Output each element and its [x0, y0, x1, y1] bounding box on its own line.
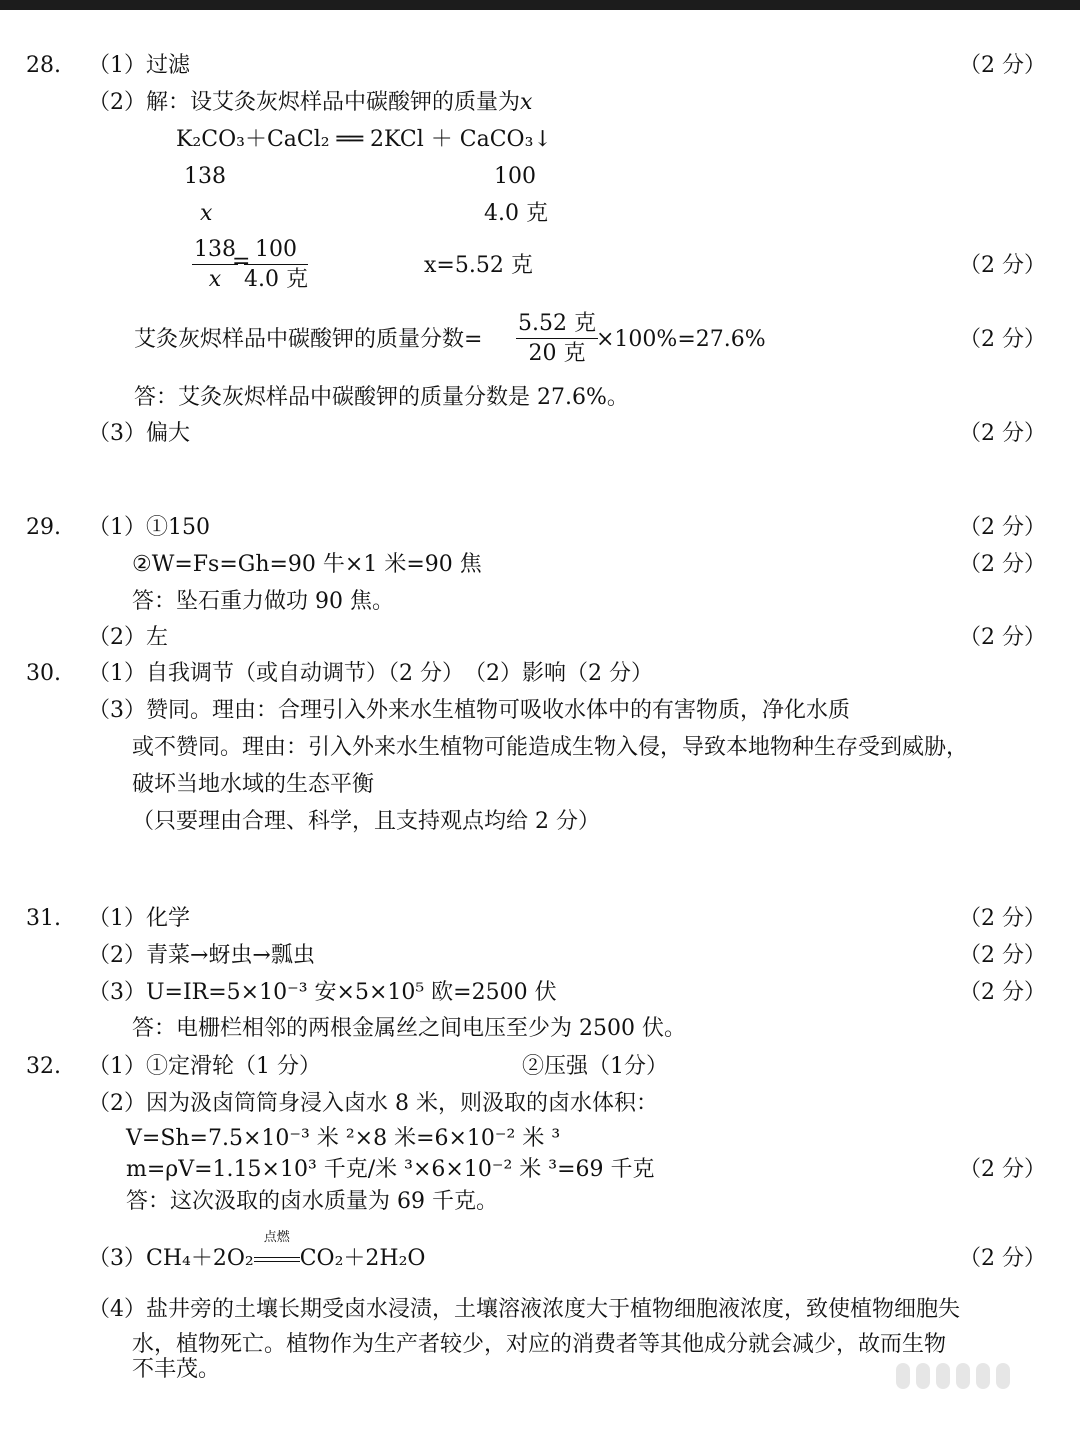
q28-caco3-mass: 4.0 克 — [484, 201, 548, 226]
q30-part3-disagree-cont: 破坏当地水域的生态平衡 — [132, 772, 375, 797]
q31-part3: （3）U=IR=5×10⁻³ 安×5×10⁵ 欧=2500 伏 — [88, 980, 557, 1005]
q30-part3-disagree: 或不赞同。理由：引入外来水生植物可能造成生物入侵，导致本地物种生存受到威胁， — [132, 735, 969, 760]
q31-part3-score: （2 分） — [959, 980, 1046, 1005]
q28-ratio-equals: = — [232, 249, 251, 274]
q29-answer: 答：坠石重力做功 90 焦。 — [132, 589, 394, 614]
q31-part1-score: （2 分） — [959, 906, 1046, 931]
q28-chemical-equation: K₂CO₃＋CaCl₂ ══ 2KCl ＋ CaCO₃↓ — [176, 127, 552, 152]
q29-part1: （1）①150 — [88, 515, 210, 540]
q29-work-score: （2 分） — [959, 552, 1046, 577]
q30-number: 30. — [26, 661, 61, 686]
q31-part2: （2）青菜→蚜虫→瓢虫 — [88, 943, 315, 968]
q32-part1b: ②压强（1分） — [522, 1054, 668, 1079]
q31-number: 31. — [26, 906, 61, 931]
q29-part1-score: （2 分） — [959, 515, 1046, 540]
q30-part1-2: （1）自我调节（或自动调节）（2 分） （2）影响（2 分） — [88, 661, 653, 686]
reaction-condition: 点燃 — [263, 1230, 290, 1245]
q30-part3-agree: （3）赞同。理由：合理引入外来水生植物可吸收水体中的有害物质，净化水质 — [88, 698, 850, 723]
q32-part3-equation: （3）CH₄＋2O₂ 点燃 CO₂＋2H₂O — [88, 1230, 426, 1271]
q28-number: 28. — [26, 53, 61, 78]
q32-number: 32. — [26, 1054, 61, 1079]
q28-fraction-tail: ×100%=27.6% — [596, 327, 766, 352]
q32-answer: 答：这次汲取的卤水质量为 69 千克。 — [126, 1189, 498, 1214]
reaction-arrow — [254, 1230, 300, 1273]
q28-molar-mass-k2co3: 138 — [184, 164, 226, 189]
q31-part2-score: （2 分） — [959, 943, 1046, 968]
q28-part2-text: （2）解：设艾灸灰烬样品中碳酸钾的质量为 — [88, 90, 520, 115]
q32-mass-equation: m=ρV=1.15×10³ 千克/米 ³×6×10⁻² 米 ³=69 千克 — [126, 1157, 655, 1182]
q29-part2-score: （2 分） — [959, 625, 1046, 650]
q32-part2: （2）因为汲卤筒筒身浸入卤水 8 米，则汲取的卤水体积： — [88, 1091, 658, 1116]
q28-part2-intro — [88, 89, 532, 117]
q28-fraction: 5.52 克 20 克 — [518, 311, 596, 366]
q32-part4-line3: 不丰茂。 — [132, 1357, 221, 1382]
q28-part3: （3）偏大 — [88, 421, 190, 446]
q29-number: 29. — [26, 515, 61, 540]
q32-part4-line1: （4）盐井旁的土壤长期受卤水浸渍，土壤溶液浓度大于植物细胞液浓度，致使植物细胞失 — [88, 1297, 961, 1322]
q28-part2-var: x — [520, 90, 533, 115]
q28-result: x=5.52 克 — [424, 253, 533, 278]
q28-part1-score: （2 分） — [959, 53, 1046, 78]
q29-part2: （2）左 — [88, 625, 168, 650]
q28-answer: 答：艾灸灰烬样品中碳酸钾的质量分数是 27.6%。 — [134, 385, 629, 410]
q28-molar-mass-caco3: 100 — [494, 164, 536, 189]
q28-part1: （1）过滤 — [88, 53, 190, 78]
q28-part2a-score: （2 分） — [959, 253, 1046, 278]
q32-part4-line2: 水，植物死亡。植物作为生产者较少，对应的消费者等其他成分就会减少，故而生物 — [132, 1332, 947, 1357]
q28-ratio-left: $\frac{138}{x}$ — [194, 237, 236, 292]
watermark-graphic — [896, 1363, 1056, 1389]
top-border — [0, 0, 1080, 10]
q29-work-equation: ②W=Fs=Gh=90 牛×1 米=90 焦 — [132, 552, 482, 577]
q32-part1a: （1）①定滑轮（1 分） — [88, 1054, 321, 1079]
q28-ratio-right: 100 4.0 克 — [244, 237, 308, 292]
q31-answer: 答：电栅栏相邻的两根金属丝之间电压至少为 2500 伏。 — [132, 1016, 686, 1041]
q30-part3-note: （只要理由合理、科学，且支持观点均给 2 分） — [132, 809, 600, 834]
q31-part1: （1）化学 — [88, 906, 190, 931]
q28-fraction-label: 艾灸灰烬样品中碳酸钾的质量分数= — [134, 327, 483, 352]
q32-part2-score: （2 分） — [959, 1157, 1046, 1182]
q32-part3-score: （2 分） — [959, 1246, 1046, 1271]
q28-part3-score: （2 分） — [959, 421, 1046, 446]
q32-volume-equation: V=Sh=7.5×10⁻³ 米 ²×8 米=6×10⁻² 米 ³ — [126, 1126, 561, 1151]
q28-unknown-x: x — [200, 201, 213, 226]
q28-part2b-score: （2 分） — [959, 327, 1046, 352]
